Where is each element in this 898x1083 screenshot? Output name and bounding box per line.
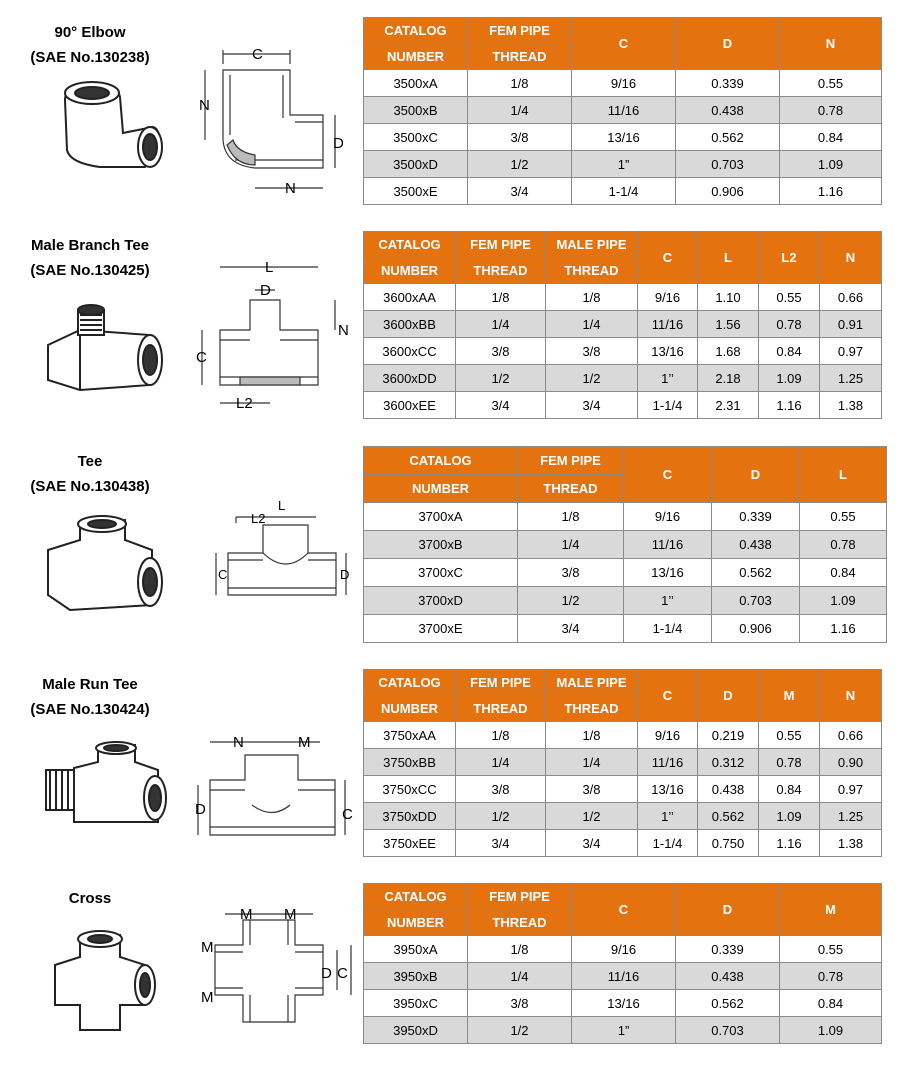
table-row (364, 776, 882, 803)
header-catalog: CATALOG (364, 884, 468, 910)
table-row (364, 70, 882, 97)
cell: 1.16 (759, 392, 820, 419)
male-run-tee-photo (40, 740, 170, 830)
cell: 9/16 (638, 284, 698, 311)
table-row (364, 749, 882, 776)
tee-dimension-diagram (208, 495, 358, 610)
header-number: NUMBER (364, 258, 456, 284)
table-row (364, 124, 882, 151)
cell: 1/8 (546, 722, 638, 749)
cell: 3500xD (364, 151, 468, 178)
header-number: NUMBER (364, 475, 518, 503)
diagram-label-n: N (338, 322, 349, 339)
table-row (364, 151, 882, 178)
cell: 3/4 (546, 392, 638, 419)
cell: 3950xA (364, 936, 468, 963)
elbow-dimension-diagram (195, 40, 355, 200)
header-fem-pipe: FEM PIPE (456, 670, 546, 696)
cell: 0.438 (698, 776, 759, 803)
cell: 3750xEE (364, 830, 456, 857)
cell: 3600xCC (364, 338, 456, 365)
diagram-label-d: D (260, 282, 271, 299)
table-row (364, 97, 882, 124)
table-row (364, 1017, 882, 1044)
header-catalog: CATALOG (364, 670, 456, 696)
cell: 0.438 (712, 531, 800, 559)
header-fem-pipe: FEM PIPE (468, 884, 572, 910)
table-row (364, 338, 882, 365)
diagram-label-d: D (340, 567, 350, 582)
cell: 0.219 (698, 722, 759, 749)
cell: 1.09 (780, 1017, 882, 1044)
header-number: NUMBER (364, 910, 468, 936)
diagram-label-m: M (298, 734, 311, 751)
cell: 0.84 (800, 559, 887, 587)
header-m: M (780, 884, 882, 936)
table-row (364, 963, 882, 990)
header-m: M (759, 670, 820, 722)
cell: 3/8 (546, 776, 638, 803)
cell: 0.906 (676, 178, 780, 205)
cell: 1/4 (546, 311, 638, 338)
header-fem-pipe: FEM PIPE (518, 447, 624, 475)
cell: 3750xCC (364, 776, 456, 803)
header-number: NUMBER (364, 44, 468, 70)
diagram-label-m-left-top: M (201, 939, 214, 956)
cell: 0.55 (780, 70, 882, 97)
header-c: C (572, 18, 676, 70)
cell: 0.703 (676, 1017, 780, 1044)
cell: 1.38 (820, 392, 882, 419)
cell: 1/8 (468, 936, 572, 963)
cell: 0.97 (820, 776, 882, 803)
cell: 3/4 (456, 392, 546, 419)
cell: 1-1/4 (638, 830, 698, 857)
cell: 0.66 (820, 722, 882, 749)
cell: 13/16 (572, 124, 676, 151)
header-c: C (624, 447, 712, 503)
cell: 13/16 (624, 559, 712, 587)
header-thread: THREAD (518, 475, 624, 503)
table-row (364, 936, 882, 963)
cell: 1’’ (638, 365, 698, 392)
header-thread-male: THREAD (546, 258, 638, 284)
cell: 0.339 (712, 503, 800, 531)
cell: 0.78 (800, 531, 887, 559)
cell: 13/16 (638, 338, 698, 365)
cell: 0.84 (759, 338, 820, 365)
cell: 1/8 (456, 284, 546, 311)
diagram-label-l: L (278, 498, 286, 513)
product-sae-number: (SAE No.130424) (30, 701, 150, 718)
cell: 0.97 (820, 338, 882, 365)
product-title: Male Branch Tee (30, 237, 150, 254)
cell: 0.78 (759, 749, 820, 776)
cell: 3/8 (456, 338, 546, 365)
table-row (364, 587, 887, 615)
cell: 11/16 (638, 749, 698, 776)
cell: 0.84 (759, 776, 820, 803)
cell: 0.750 (698, 830, 759, 857)
header-male-pipe: MALE PIPE (546, 670, 638, 696)
diagram-label-c: C (218, 567, 228, 582)
cell: 9/16 (638, 722, 698, 749)
cell: 1.10 (698, 284, 759, 311)
header-d: D (676, 18, 780, 70)
cell: 0.84 (780, 124, 882, 151)
table-row (364, 503, 887, 531)
cell: 3750xDD (364, 803, 456, 830)
cell: 3600xAA (364, 284, 456, 311)
header-catalog: CATALOG (364, 447, 518, 475)
elbow-spec-table (363, 17, 882, 205)
cell: 0.91 (820, 311, 882, 338)
cell: 1-1/4 (572, 178, 676, 205)
cell: 3700xE (364, 615, 518, 643)
cell: 1/8 (518, 503, 624, 531)
header-number: NUMBER (364, 696, 456, 722)
tee-photo (40, 510, 165, 620)
product-sae-number: (SAE No.130425) (30, 262, 150, 279)
cell: 3/8 (518, 559, 624, 587)
cell: 1.16 (759, 830, 820, 857)
cell: 3750xBB (364, 749, 456, 776)
cell: 1/4 (518, 531, 624, 559)
diagram-label-l2: L2 (251, 511, 266, 526)
cell: 0.562 (676, 124, 780, 151)
cell: 3500xC (364, 124, 468, 151)
header-c: C (638, 670, 698, 722)
header-thread-male: THREAD (546, 696, 638, 722)
cell: 9/16 (572, 70, 676, 97)
cell: 3500xB (364, 97, 468, 124)
cell: 1/8 (456, 722, 546, 749)
cell: 1.16 (800, 615, 887, 643)
cell: 13/16 (638, 776, 698, 803)
diagram-label-m-top-left: M (240, 906, 253, 923)
cell: 3950xD (364, 1017, 468, 1044)
cell: 3500xE (364, 178, 468, 205)
cell: 0.78 (780, 97, 882, 124)
cell: 3/4 (456, 830, 546, 857)
diagram-label-c: C (252, 46, 263, 63)
header-l: L (698, 232, 759, 284)
header-thread: THREAD (468, 910, 572, 936)
cell: 1.09 (759, 803, 820, 830)
cell: 0.562 (676, 990, 780, 1017)
cell: 1/2 (546, 365, 638, 392)
header-thread: THREAD (456, 696, 546, 722)
cell: 0.562 (698, 803, 759, 830)
diagram-label-l2: L2 (236, 395, 253, 412)
header-l2: L2 (759, 232, 820, 284)
cell: 0.78 (759, 311, 820, 338)
header-n: N (780, 18, 882, 70)
cell: 1.09 (759, 365, 820, 392)
male-branch-tee-dimension-diagram (190, 255, 360, 425)
cell: 3750xAA (364, 722, 456, 749)
cell: 9/16 (572, 936, 676, 963)
cell: 1” (572, 151, 676, 178)
product-title: 90° Elbow (54, 24, 126, 41)
cell: 0.55 (759, 722, 820, 749)
cell: 0.703 (712, 587, 800, 615)
cell: 1/2 (456, 365, 546, 392)
header-fem-pipe: FEM PIPE (468, 18, 572, 44)
cell: 3950xB (364, 963, 468, 990)
cell: 11/16 (638, 311, 698, 338)
table-row (364, 365, 882, 392)
cell: 3700xB (364, 531, 518, 559)
cell: 0.438 (676, 97, 780, 124)
product-sae-number: (SAE No.130438) (30, 478, 150, 495)
cell: 0.339 (676, 936, 780, 963)
cell: 13/16 (572, 990, 676, 1017)
cell: 3600xDD (364, 365, 456, 392)
cell: 0.84 (780, 990, 882, 1017)
male-run-tee-dimension-diagram (190, 730, 360, 850)
table-row (364, 803, 882, 830)
table-row (364, 615, 887, 643)
cell: 1-1/4 (624, 615, 712, 643)
table-row (364, 722, 882, 749)
elbow-photo (45, 75, 170, 180)
cell: 1’’ (624, 587, 712, 615)
cell: 1/2 (468, 151, 572, 178)
cell: 3700xC (364, 559, 518, 587)
table-row (364, 531, 887, 559)
diagram-label-m-top-right: M (284, 906, 297, 923)
cell: 3500xA (364, 70, 468, 97)
diagram-label-c: C (196, 349, 207, 366)
header-n: N (820, 232, 882, 284)
header-catalog: CATALOG (364, 232, 456, 258)
cell: 1.68 (698, 338, 759, 365)
cell: 3700xD (364, 587, 518, 615)
table-row (364, 559, 887, 587)
cell: 11/16 (624, 531, 712, 559)
table-row (364, 178, 882, 205)
male-branch-tee-photo (40, 300, 170, 400)
cross-dimension-diagram (195, 900, 360, 1035)
male-branch-tee-spec-table (363, 231, 882, 419)
cell: 1/4 (546, 749, 638, 776)
cell: 0.438 (676, 963, 780, 990)
diagram-label-d: D (333, 135, 344, 152)
cross-photo (45, 925, 160, 1040)
cell: 1.25 (820, 365, 882, 392)
cell: 0.339 (676, 70, 780, 97)
diagram-label-n: N (199, 97, 210, 114)
cell: 11/16 (572, 97, 676, 124)
cell: 1/2 (518, 587, 624, 615)
cell: 1/2 (456, 803, 546, 830)
header-d: D (712, 447, 800, 503)
cell: 1.09 (800, 587, 887, 615)
cell: 3/8 (468, 990, 572, 1017)
header-c: C (572, 884, 676, 936)
header-thread: THREAD (468, 44, 572, 70)
diagram-label-c: C (342, 806, 353, 823)
cell: 0.55 (800, 503, 887, 531)
cell: 1.16 (780, 178, 882, 205)
diagram-label-n: N (233, 734, 244, 751)
header-catalog: CATALOG (364, 18, 468, 44)
cell: 0.78 (780, 963, 882, 990)
header-n: N (820, 670, 882, 722)
cell: 11/16 (572, 963, 676, 990)
header-d: D (698, 670, 759, 722)
cell: 2.18 (698, 365, 759, 392)
product-title: Male Run Tee (42, 676, 138, 693)
cell: 0.906 (712, 615, 800, 643)
cell: 3/8 (546, 338, 638, 365)
table-row (364, 830, 882, 857)
cell: 1.09 (780, 151, 882, 178)
cell: 1.56 (698, 311, 759, 338)
diagram-label-d: D (321, 965, 332, 982)
cell: 1/2 (546, 803, 638, 830)
cell: 0.66 (820, 284, 882, 311)
diagram-label-d: D (195, 801, 206, 818)
cell: 1.38 (820, 830, 882, 857)
header-fem-pipe: FEM PIPE (456, 232, 546, 258)
cell: 1/4 (456, 311, 546, 338)
cell: 3/8 (456, 776, 546, 803)
cell: 3600xBB (364, 311, 456, 338)
diagram-label-l: L (265, 259, 274, 276)
product-sae-number: (SAE No.130238) (30, 49, 150, 66)
cell: 1.25 (820, 803, 882, 830)
cell: 3600xEE (364, 392, 456, 419)
diagram-label-n2: N (285, 180, 296, 197)
cell: 1/4 (468, 97, 572, 124)
cell: 0.312 (698, 749, 759, 776)
tee-spec-table (363, 446, 887, 643)
cell: 1/4 (468, 963, 572, 990)
cell: 1-1/4 (638, 392, 698, 419)
cell: 0.562 (712, 559, 800, 587)
cell: 1/8 (468, 70, 572, 97)
cell: 0.55 (759, 284, 820, 311)
male-run-tee-spec-table (363, 669, 882, 857)
header-d: D (676, 884, 780, 936)
table-row (364, 284, 882, 311)
cell: 3/8 (468, 124, 572, 151)
cell: 1/4 (456, 749, 546, 776)
table-row (364, 311, 882, 338)
cell: 3/4 (518, 615, 624, 643)
header-c: C (638, 232, 698, 284)
cell: 9/16 (624, 503, 712, 531)
diagram-label-c: C (337, 965, 348, 982)
header-male-pipe: MALE PIPE (546, 232, 638, 258)
diagram-label-m-left-bottom: M (201, 989, 214, 1006)
cell: 0.90 (820, 749, 882, 776)
cell: 3950xC (364, 990, 468, 1017)
cell: 1/2 (468, 1017, 572, 1044)
cell: 2.31 (698, 392, 759, 419)
table-row (364, 990, 882, 1017)
cell: 3/4 (468, 178, 572, 205)
cell: 1’’ (638, 803, 698, 830)
cell: 3700xA (364, 503, 518, 531)
cell: 1” (572, 1017, 676, 1044)
cell: 0.703 (676, 151, 780, 178)
header-l: L (800, 447, 887, 503)
cell: 3/4 (546, 830, 638, 857)
product-title: Cross (68, 890, 112, 907)
cell: 0.55 (780, 936, 882, 963)
product-title: Tee (77, 453, 103, 470)
cross-spec-table (363, 883, 882, 1044)
cell: 1/8 (546, 284, 638, 311)
table-row (364, 392, 882, 419)
header-thread: THREAD (456, 258, 546, 284)
